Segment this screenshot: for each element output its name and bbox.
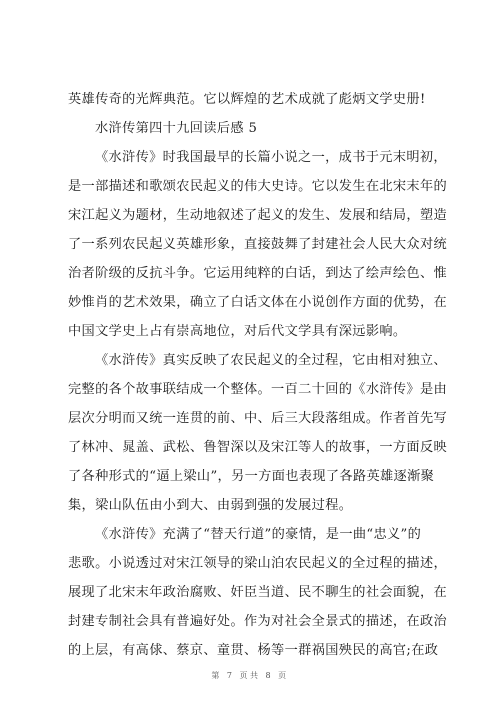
text-line: 悲歌。小说透过对宋江领导的梁山泊农民起义的全过程的描述， [68,556,448,571]
text-line: 是一部描述和歌颂农民起义的伟大史诗。它以发生在北宋末年的 [68,179,448,194]
text-line: 了各种形式的“逼上梁山”，另一方面也表现了各路英雄逐渐聚 [68,469,435,484]
section-heading: 水浒传第四十九回读后感 5 [95,121,258,136]
text-line: 集，梁山队伍由小到大、由弱到强的发展过程。 [68,498,353,513]
text-line: 妙惟肖的艺术效果，确立了白话文体在小说创作方面的优势，在 [68,295,448,310]
text-line: 了一系列农民起义英雄形象，直接鼓舞了封建社会人民大众对统 [68,237,448,252]
text-line: 《水浒传》充满了“替天行道”的豪情，是一曲“忠义”的 [95,527,422,542]
text-line: 封建专制社会具有普遍好处。作为对社会全景式的描述，在政治 [68,614,448,629]
text-line: 中国文学史上占有崇高地位，对后代文学具有深远影响。 [68,324,407,339]
text-line: 英雄传奇的光辉典范。它以辉煌的艺术成就了彪炳文学史册! [68,92,426,107]
text-line: 完整的各个故事联结成一个整体。一百二十回的《水浒传》是由 [68,382,448,397]
page-number: 第 7 页共 8 页 [211,671,289,680]
text-line: 的上层，有高俅、蔡京、童贯、杨等一群祸国殃民的高官;在政 [68,643,439,658]
text-line: 了林冲、晁盖、武松、鲁智深以及宋江等人的故事，一方面反映 [68,440,448,455]
text-line: 层次分明而又统一连贯的前、中、后三大段落组成。作者首先写 [68,411,448,426]
text-line: 展现了北宋末年政治腐败、奸臣当道、民不聊生的社会面貌，在 [68,585,448,600]
text-line: 宋江起义为题材，生动地叙述了起义的发生、发展和结局，塑造 [68,208,448,223]
text-line: 《水浒传》时我国最早的长篇小说之一，成书于元末明初， [95,150,447,165]
text-line: 治者阶级的反抗斗争。它运用纯粹的白话，到达了绘声绘色、惟 [68,266,448,281]
text-line: 《水浒传》真实反映了农民起义的全过程，它由相对独立、 [95,353,447,368]
